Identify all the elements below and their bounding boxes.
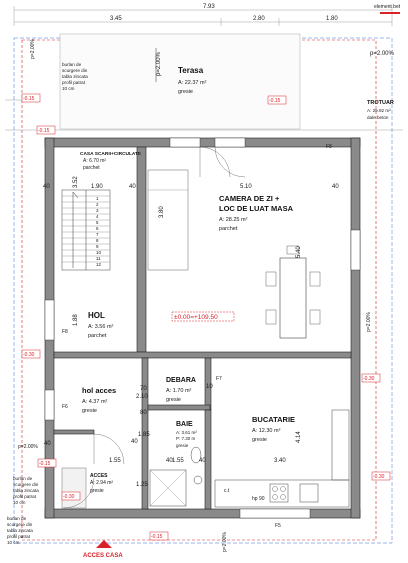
dim-corner: element bet [374,4,401,10]
dim-510: 5.10 [240,184,252,190]
casa-scari-finish: parchet [83,165,100,171]
dim-155: 1.55 [172,458,184,464]
hol-acces-finish: gresie [82,408,97,414]
level-1: -0.15 [23,96,35,102]
level-3: -0.15 [269,98,281,104]
step-6: 6 [96,226,99,231]
internal-dims [43,176,339,488]
trotuar-name: TROTUAR [367,100,394,106]
hol [88,311,114,339]
dim-w40f: 40 [166,458,173,464]
acces [62,468,113,508]
baie-finish: gresie [176,443,189,448]
dim-540: 5.40 [296,246,302,258]
step-7: 7 [96,232,99,237]
baie-area: A: 3.61 m² [176,430,197,435]
camera-name-1: CAMERA DE ZI + [219,194,280,203]
terasa-name: Terasa [178,66,204,75]
hol-acces-name: hol acces [82,386,117,395]
step-8: 8 [96,238,99,243]
camera-area: A: 28.25 m² [219,217,248,223]
debara [166,377,196,403]
burlan-bottom-2: scurgere din [13,482,39,487]
level-2: -0.15 [38,128,50,134]
step-1: 1 [96,196,99,201]
burlan-top-3: tabla zincata [62,74,88,79]
burlan-bottom-4: profil patrat [13,494,36,499]
acces-finish: gresie [90,488,104,494]
terasa-finish: gresie [178,89,193,95]
burlan-top-4: profil patrat [62,80,85,85]
trotuar [367,100,394,120]
level-9: -0.15 [151,534,163,540]
terasa-area: A: 22.37 m² [178,80,207,86]
burlan-bottom-8: tabla zincata [7,528,33,533]
hol-area: A: 3.56 m² [88,324,114,330]
terasa [60,34,395,129]
tag-f7: F7 [216,376,222,382]
slope-left-bottom: p=2.00% [18,444,38,450]
step-12: 12 [96,262,102,267]
burlan-bottom-5: 10 cm [13,500,26,505]
tag-hp: hp 90 [252,496,265,502]
acces-name: ACCES [90,473,108,479]
dim-w40b: 40 [129,184,136,190]
ct-tag: c.t [224,488,230,494]
level-4: -0.30 [23,352,35,358]
level-5: -0.30 [363,376,375,382]
burlan-top-5: 10 cm [62,86,75,91]
level-8: -0.15 [39,461,51,467]
dim-w40e: 40 [131,439,138,445]
level-6: -0.30 [373,474,385,480]
dim-414: 4.14 [296,431,302,443]
trotuar-area: A: 29.92 m² [367,108,391,113]
dim-380: 3.80 [159,206,165,218]
step-3: 3 [96,208,99,213]
dim-125: 1.25 [136,482,148,488]
right-top-slope: p=2.00% [370,51,394,57]
stairs [62,151,141,270]
dim-190: 1.90 [91,184,103,190]
bucatarie-finish: gresie [252,437,267,443]
note-bottom-left [7,444,39,545]
hol-name: HOL [88,311,105,320]
burlan-bottom-1: burlan de [13,476,33,481]
dim-80: 80 [140,410,147,416]
dim-352: 3.52 [73,176,79,188]
camera-de-zi [148,170,320,338]
dim-210: 2.10 [136,394,148,400]
camera-finish: parchet [219,226,238,232]
dim-w40c: 40 [332,184,339,190]
top-dimension-chain [14,4,401,26]
step-2: 2 [96,202,99,207]
camera-name-2: LOC DE LUAT MASA [219,204,294,213]
dim-340: 3.40 [274,458,286,464]
step-10: 10 [96,250,102,255]
baie-perimeter: P: 7.30 m [176,436,196,441]
dim-w40d: 40 [44,441,51,447]
dim-185: 1.85 [138,432,150,438]
tag-f8b: F8 [62,329,68,335]
trotuar-finish: dale beton [367,115,389,120]
debara-name: DEBARA [166,377,196,384]
dim-188: 1.88 [73,314,79,326]
dim-right: 2.80 [253,16,265,22]
bucatarie-area: A: 12.30 m² [252,428,281,434]
level-mark: ±0.00=+109.50 [174,314,218,321]
step-5: 5 [96,220,99,225]
burlan-bottom-6: burlan de [7,516,27,521]
tag-f8a: F8 [326,144,332,150]
terasa-slope: p=2.00% [156,52,162,76]
burlan-top-1: burlan de [62,62,82,67]
dim-70: 70 [140,386,147,392]
hol-acces [82,386,124,464]
acces-casa-label: ACCES CASA [83,553,123,559]
burlan-bottom-3: tabla zincata [13,488,39,493]
burlan-bottom-9: profil patrat [7,534,30,539]
bucatarie-name: BUCATARIE [252,415,296,424]
step-9: 9 [96,244,99,249]
debara-finish: gresie [166,397,181,403]
level-7: -0.30 [63,494,75,500]
dim-10: 10 [206,384,213,390]
step-11: 11 [96,256,101,261]
burlan-bottom-7: scurgere din [7,522,33,527]
baie-name: BAIE [176,421,193,428]
hol-finish: parchet [88,333,107,339]
burlan-bottom-10: 10 cm [7,540,20,545]
dim-155b: 1.55 [109,458,121,464]
dim-right2: 1.80 [326,16,338,22]
tag-f5: F5 [275,523,281,529]
slope-right: p=2.00% [366,312,372,332]
debara-area: A: 1.70 m² [166,388,192,394]
dim-w40a: 40 [43,184,50,190]
dim-left: 3.45 [110,16,122,22]
step-4: 4 [96,214,99,219]
hol-acces-area: A: 4.37 m² [82,399,108,405]
dim-overall: 7.93 [203,4,215,10]
dim-w40g: 40 [199,458,206,464]
slope-left-top: p=2.00% [30,39,36,59]
casa-scari-name: CASA SCARII+CIRCULATII [80,152,141,157]
slope-bottom: p=2.00% [222,532,228,552]
casa-scari-area: A: 6.70 m² [83,158,107,164]
burlan-top-2: scurgere din [62,68,88,73]
tag-f6: F6 [62,404,68,410]
acces-area: A: 2.94 m² [90,480,114,486]
